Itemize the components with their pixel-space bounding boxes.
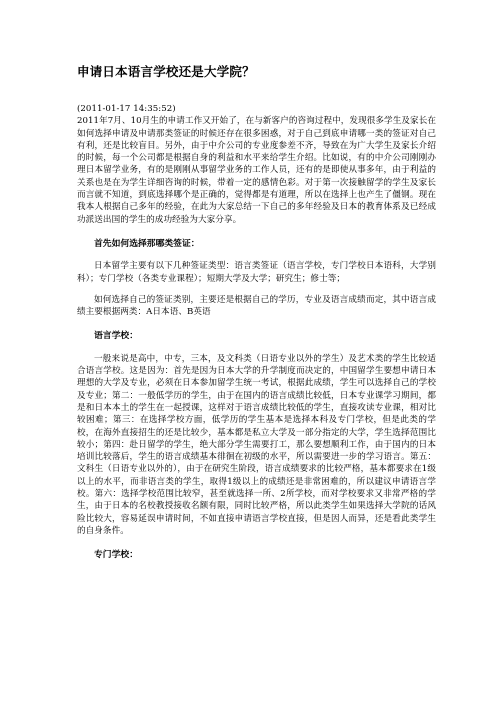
section-heading-language-school: 语言学校：: [94, 331, 138, 342]
visa-types-paragraph: 日本留学主要有以下几种签证类型：语言类签证（语言学校，专门学校日本语科，大学别科）；专门学校（各类专业课程）；短期大学及大学；研究生；修士等；: [77, 261, 436, 284]
intro-paragraph: 2011年7月、10月生的申请工作又开始了，在与新客户的咨询过程中，发现很多学生及家长在如何选择申请及申请那类签证的时候还存在很多困惑，对于自己到底申请哪一类的签证对自己有利，还是比较盲目。另外，由于中介公司的专业度参差不齐，导致在为广大学生及家长介绍的时候，每一个公司都是根据自身的利益和水平来给学生介绍。比如说，有的中介公司刚刚办理日本留学业务，有的是刚刚从事留学业务的工作人员，还有的是即使从事多年，由于利益的关系也是在为学生详细咨询的时候，带着一定的感情色彩。对于第一次接触留学的学生及家长而言就不知道，到底选择哪个是正确的，觉得都是有道理，所以在选择上也产生了僵钢。现在我本人根据自己多年的经验，在此为大家总结一下自己的多年经验及日本的教育体系及已经成功派送出国的学生的成功经验为大家分享。: [77, 116, 436, 225]
section-heading-vocational-school: 专门学校：: [94, 550, 138, 561]
article-date: (2011-01-17 14:35:52): [77, 104, 176, 114]
article-title: 申请日本语言学校还是大学院？: [77, 64, 255, 79]
language-school-paragraph: 一般来说是高中，中专，三本，及文科类（日语专业以外的学生）及艺术类的学生比较适合语言学校。这是因为：首先是因为日本大学的升学制度而决定的，中国留学生要想申请日本理想的大学及专业，必须在日本参加留学生统一考试，根据此成绩，学生可以选择自己的学校及专业；第二：一般低学历的学生，由于在国内的语言成绩比较低，日本专业课学习期间，都是和日本本土的学生在一起授课，这样对于语言成绩比较低的学生，直接攻读专业课，相对比较困难；第三：在选择学校方面，低学历的学生基本是选择本科及专门学校，但是此类的学校，在海外直接招生的还是比较少，基本都是私立大学及一部分指定的大学，学生选择范围比较小；第四：赴日留学的学生，绝大部分学生需要打工，那么要想顺利工作，由于国内的日本培训比较落后，学生的语言成绩基本徘徊在初级的水平，所以需要进一步的学习语言。第五：文科生（日语专业以外的），由于在研究生阶段，语言成绩要求的比较严格，基本都要求在1级以上的水平，而非语言类的学生，取得1级以上的成绩还是非常困难的，所以建议申请语言学校。第六：选择学校范围比较窄，甚至就选择一所、2所学校，而对学校要求又非常严格的学生，由于日本的名校教授接收名额有限，同时比较严格，所以此类学生如果选择大学院的话风险比较大，容易延误申请时间，不如直接申请语言学校直接，但是因人而异，还是看此类学生的自身条件。: [77, 353, 436, 536]
section-heading-visa-choice: 首先如何选择那哪类签证：: [94, 238, 200, 249]
visa-selection-paragraph: 如何选择自己的签证类别，主要还是根据自己的学历，专业及语言成绩而定，其中语言成绩主要根据两类：A日本语、B英语: [77, 294, 436, 318]
